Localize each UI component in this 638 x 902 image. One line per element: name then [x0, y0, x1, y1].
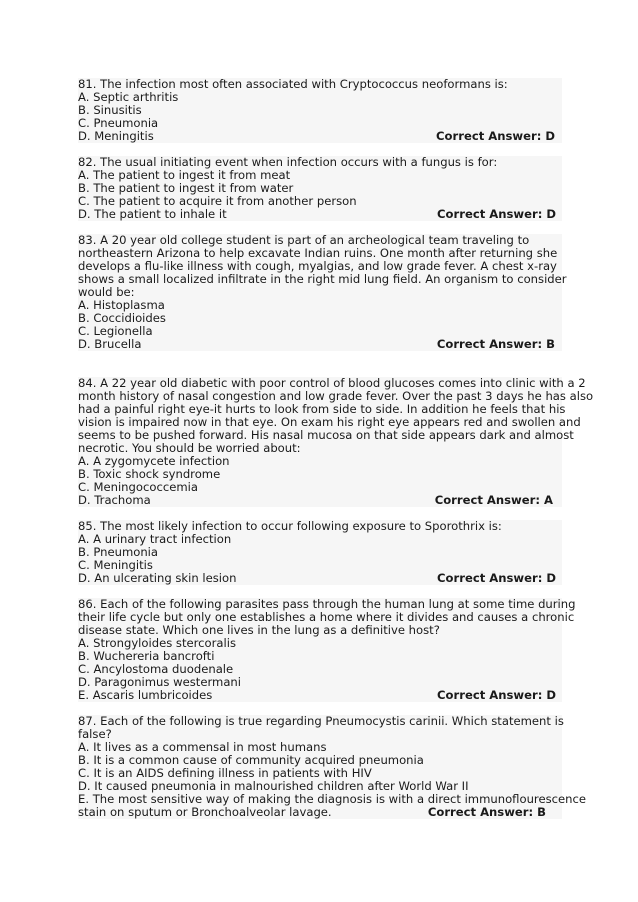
- answer-option: B. Sinusitis: [78, 103, 142, 117]
- question-stem-line: disease state. Which one lives in the lung as a definitive host?: [78, 623, 440, 637]
- question-85: [78, 520, 562, 585]
- answer-option-line: [78, 806, 562, 819]
- question-stem-line: month history of nasal congestion and low grade fever. Over the past 3 days he has also: [78, 389, 594, 403]
- answer-option: C. Meningitis: [78, 558, 153, 572]
- answer-option-line: [78, 572, 562, 585]
- answer-option: B. Coccidioides: [78, 311, 166, 325]
- question-stem-line: false?: [78, 727, 112, 741]
- answer-option: D. The patient to inhale it: [78, 207, 227, 221]
- question-stem-line: their life cycle but only one establishes a home where it divides and causes a chronic: [78, 610, 575, 624]
- question-stem-line: 86. Each of the following parasites pass through the human lung at some time during: [78, 597, 576, 611]
- question-81: [78, 78, 562, 143]
- answer-option: D. Paragonimus westermani: [78, 675, 241, 689]
- question-83: [78, 233, 567, 351]
- answer-option: B. The patient to ingest it from water: [78, 181, 294, 195]
- correct-answer: Correct Answer: B: [427, 805, 546, 819]
- answer-option: stain on sputum or Bronchoalveolar lavage.: [78, 805, 332, 819]
- answer-option: B. Wuchereria bancrofti: [78, 649, 215, 663]
- question-86: [78, 597, 576, 702]
- answer-option-line: [78, 208, 562, 221]
- answer-option: C. It is an AIDS defining illness in patients with HIV: [78, 766, 372, 780]
- answer-option: E. The most sensitive way of making the diagnosis is with a direct immunoflourescence: [78, 792, 586, 806]
- answer-option: A. A urinary tract infection: [78, 532, 232, 546]
- question-stem-line: develops a flu-like illness with cough, myalgias, and low grade fever. A chest x-ray: [78, 259, 557, 273]
- answer-option: A. Septic arthritis: [78, 90, 179, 104]
- question-stem-line: 81. The infection most often associated with Cryptococcus neoformans is:: [78, 77, 508, 91]
- correct-answer: Correct Answer: D: [437, 207, 556, 221]
- correct-answer: Correct Answer: D: [437, 571, 556, 585]
- question-stem-line: northeastern Arizona to help excavate Indian ruins. One month after returning she: [78, 246, 558, 260]
- question-stem-line: 87. Each of the following is true regarding Pneumocystis carinii. Which statement is: [78, 714, 564, 728]
- correct-answer: Correct Answer: D: [437, 688, 556, 702]
- answer-option: C. Meningococcemia: [78, 480, 198, 494]
- answer-option: A. It lives as a commensal in most humans: [78, 740, 327, 754]
- question-stem-line: shows a small localized infiltrate in the right mid lung field. An organism to consider: [78, 272, 567, 286]
- question-stem-line: had a painful right eye-it hurts to look from side to side. In addition he feels that his: [78, 402, 566, 416]
- question-84: [78, 376, 594, 507]
- answer-option-line: [78, 689, 562, 702]
- question-82: [78, 156, 562, 221]
- answer-option: D. An ulcerating skin lesion: [78, 571, 237, 585]
- answer-option: A. Strongyloides stercoralis: [78, 636, 236, 650]
- answer-option: D. Brucella: [78, 337, 142, 351]
- question-stem-line: seems to be pushed forward. His nasal mucosa on that side appears dark and almost: [78, 428, 574, 442]
- correct-answer: Correct Answer: D: [436, 129, 555, 143]
- question-stem-line: necrotic. You should be worried about:: [78, 441, 301, 455]
- answer-option: C. Legionella: [78, 324, 153, 338]
- answer-option-line: [78, 130, 562, 143]
- answer-option: A. Histoplasma: [78, 298, 165, 312]
- answer-option: C. The patient to acquire it from another person: [78, 194, 357, 208]
- answer-option: B. It is a common cause of community acquired pneumonia: [78, 753, 424, 767]
- question-stem-line: 83. A 20 year old college student is part of an archeological team traveling to: [78, 233, 530, 247]
- answer-option: B. Toxic shock syndrome: [78, 467, 221, 481]
- answer-option: C. Pneumonia: [78, 116, 159, 130]
- answer-option: C. Ancylostoma duodenale: [78, 662, 234, 676]
- answer-option: D. Meningitis: [78, 129, 154, 143]
- question-stem-line: 85. The most likely infection to occur following exposure to Sporothrix is:: [78, 519, 502, 533]
- answer-option: A. A zygomycete infection: [78, 454, 230, 468]
- answer-option: D. Trachoma: [78, 493, 151, 507]
- answer-option: B. Pneumonia: [78, 545, 159, 559]
- question-stem-line: 84. A 22 year old diabetic with poor control of blood glucoses comes into clinic with a 2: [78, 376, 586, 390]
- question-stem-line: would be:: [78, 285, 135, 299]
- answer-option-line: [78, 494, 562, 507]
- answer-option: D. It caused pneumonia in malnourished children after World War II: [78, 779, 469, 793]
- correct-answer: Correct Answer: A: [434, 493, 553, 507]
- question-87: [78, 714, 586, 819]
- answer-option-line: [78, 338, 562, 351]
- question-stem-line: vision is impaired now in that eye. On exam his right eye appears red and swollen and: [78, 415, 581, 429]
- answer-option: E. Ascaris lumbricoides: [78, 688, 213, 702]
- answer-option: A. The patient to ingest it from meat: [78, 168, 291, 182]
- correct-answer: Correct Answer: B: [436, 337, 555, 351]
- question-stem-line: 82. The usual initiating event when infection occurs with a fungus is for:: [78, 155, 498, 169]
